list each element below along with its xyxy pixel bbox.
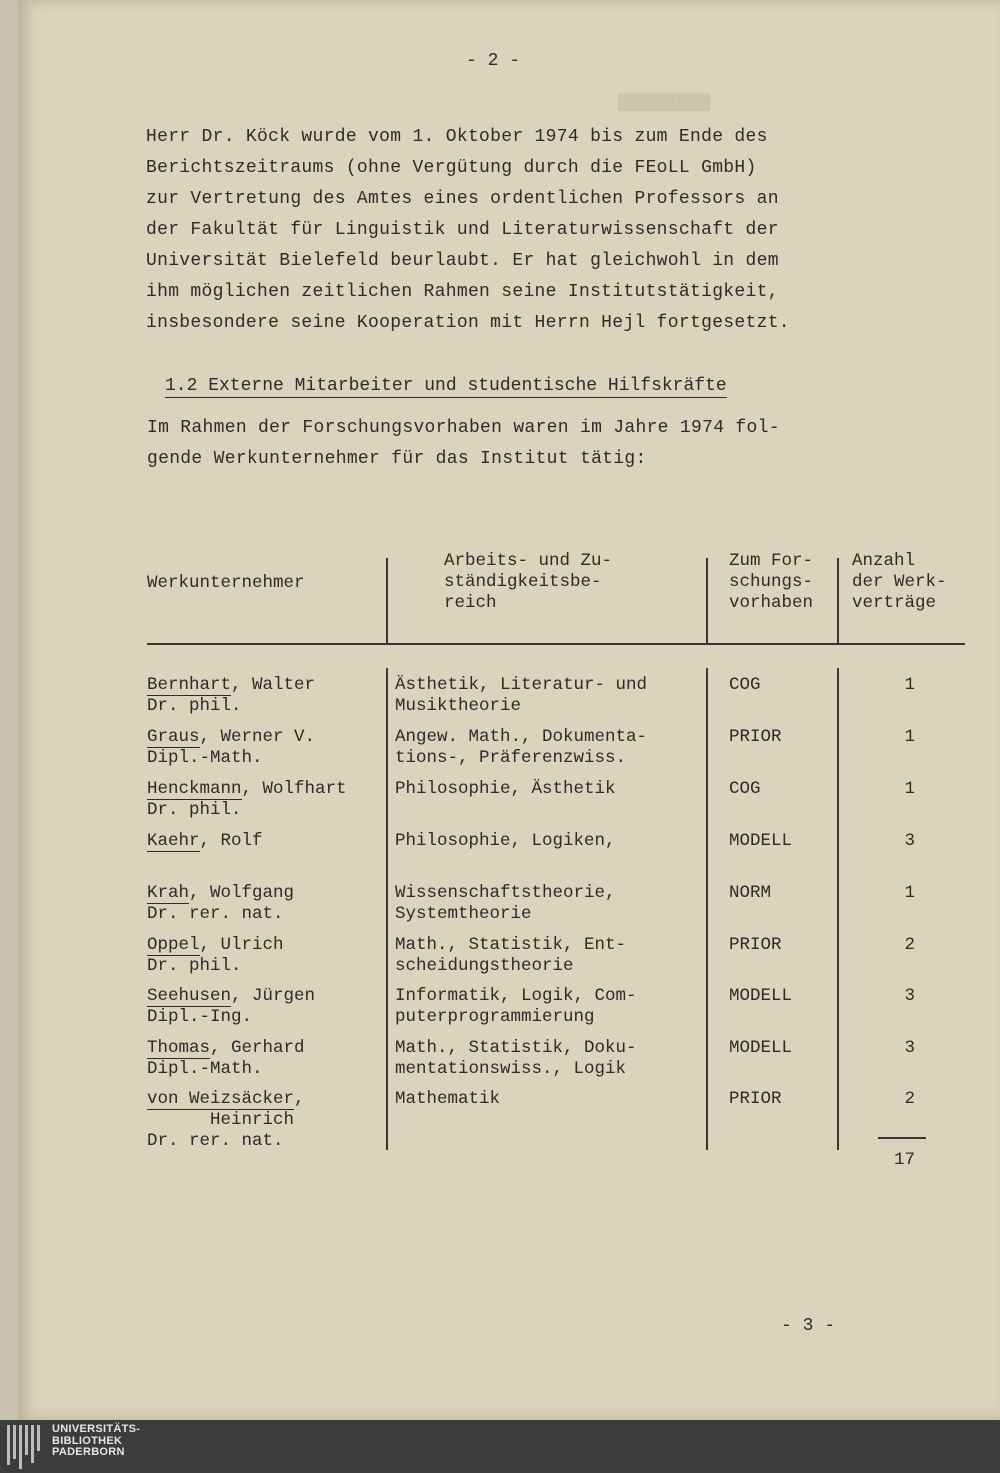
row-area: Angew. Math., Dokumenta- tions-, Präferenzwiss. [395, 727, 648, 768]
row-name [147, 1038, 305, 1059]
row-project: MODELL [729, 831, 793, 851]
section-intro-line: Im Rahmen der Forschungsvorhaben waren im Jahre 1974 fol- [147, 418, 780, 438]
library-footer [0, 1420, 1000, 1473]
row-count: 2 [904, 935, 915, 955]
row-title: Dr. phil. [147, 800, 242, 820]
section-heading [165, 375, 727, 397]
row-project: PRIOR [729, 1089, 782, 1109]
row-title: Dipl.-Math. [147, 748, 263, 768]
header-rule [147, 643, 965, 645]
row-project: MODELL [729, 986, 793, 1006]
row-count: 2 [904, 1089, 915, 1109]
row-name [147, 727, 315, 748]
row-project: NORM [729, 883, 772, 903]
page-number: - 2 - [466, 51, 521, 71]
paragraph-line: ihm möglichen zeitlichen Rahmen seine Institutstätigkeit, [146, 282, 779, 302]
row-area: Math., Statistik, Doku- mentationswiss., Logik [395, 1038, 637, 1079]
column-divider [386, 668, 388, 1150]
paragraph-line: Herr Dr. Köck wurde vom 1. Oktober 1974 bis zum Ende des [146, 127, 768, 147]
library-logo-icon [5, 1425, 45, 1469]
row-given-name: , Jürgen [231, 986, 316, 1006]
header-arbeitsbereich: Arbeits- und Zu- ständigkeitsbe- reich [444, 551, 613, 613]
total-rule [878, 1137, 926, 1139]
document-page [18, 0, 1000, 1420]
row-given-name: , Rolf [199, 831, 263, 851]
row-area: Wissenschaftstheorie, Systemtheorie [395, 883, 616, 924]
next-page-marker: - 3 - [781, 1316, 836, 1336]
column-divider [706, 668, 708, 1150]
row-area: Philosophie, Ästhetik [395, 779, 616, 799]
row-count: 1 [904, 727, 915, 747]
paragraph-line: Berichtszeitraums (ohne Vergütung durch die FEoLL GmbH) [146, 158, 757, 178]
row-name [147, 883, 294, 904]
row-surname: Henckmann [147, 779, 242, 799]
row-project: COG [729, 675, 761, 695]
row-project: COG [729, 779, 761, 799]
section-heading-text: 1.2 Externe Mitarbeiter und studentische Hilfskräfte [165, 376, 727, 396]
column-divider [386, 558, 388, 644]
row-area: Math., Statistik, Ent- scheidungstheorie [395, 935, 627, 976]
header-anzahl: Anzahl der Werk- verträge [852, 551, 947, 613]
row-count: 1 [904, 675, 915, 695]
row-given-name: , Wolfhart [241, 779, 347, 799]
row-name [147, 675, 315, 696]
paragraph-line: der Fakultät für Linguistik und Literaturwissenschaft der [146, 220, 779, 240]
row-title: Dr. phil. [147, 956, 242, 976]
row-name [147, 986, 315, 1007]
row-name [147, 1089, 305, 1110]
row-count: 3 [904, 1038, 915, 1058]
row-count: 3 [904, 831, 915, 851]
row-name [147, 935, 284, 956]
header-werkunternehmer: Werkunternehmer [147, 573, 305, 593]
row-given-name: , [294, 1089, 305, 1109]
row-surname: Kaehr [147, 831, 200, 851]
column-divider [837, 668, 839, 1150]
row-surname: Bernhart [147, 675, 232, 695]
row-project: PRIOR [729, 935, 782, 955]
row-surname: Oppel [147, 935, 200, 955]
row-title: Dipl.-Ing. [147, 1007, 253, 1027]
paragraph-line: zur Vertretung des Amtes eines ordentlichen Professors an [146, 189, 779, 209]
paragraph-line: Universität Bielefeld beurlaubt. Er hat gleichwohl in dem [146, 251, 779, 271]
row-count: 1 [904, 883, 915, 903]
row-name [147, 779, 347, 800]
row-title: Heinrich Dr. rer. nat. [147, 1110, 295, 1151]
row-area: Ästhetik, Literatur- und Musiktheorie [395, 675, 648, 716]
header-vorhaben: Zum For- schungs- vorhaben [729, 551, 814, 613]
row-surname: Krah [147, 883, 190, 903]
row-project: MODELL [729, 1038, 793, 1058]
row-surname: von Weizsäcker [147, 1089, 295, 1109]
row-surname: Graus [147, 727, 200, 747]
row-title: Dr. rer. nat. [147, 904, 284, 924]
row-project: PRIOR [729, 727, 782, 747]
row-area: Philosophie, Logiken, [395, 831, 616, 851]
row-surname: Seehusen [147, 986, 232, 1006]
row-count: 1 [904, 779, 915, 799]
row-area: Informatik, Logik, Com- puterprogrammierung [395, 986, 637, 1027]
library-logo-text: UNIVERSITÄTS- BIBLIOTHEK PADERBORN [52, 1423, 141, 1458]
column-divider [837, 558, 839, 644]
row-surname: Thomas [147, 1038, 211, 1058]
section-intro-line: gende Werkunternehmer für das Institut tätig: [147, 449, 647, 469]
row-title: Dr. phil. [147, 696, 242, 716]
row-given-name: , Werner V. [199, 727, 316, 747]
row-name [147, 831, 263, 852]
bleed-through: ▇▇▇▇▇▇▇▇▇ [618, 94, 711, 113]
row-given-name: , Walter [231, 675, 316, 695]
row-given-name: , Gerhard [210, 1038, 305, 1058]
total-count: 17 [894, 1150, 916, 1170]
paragraph-line: insbesondere seine Kooperation mit Herrn Hejl fortgesetzt. [146, 313, 790, 333]
column-divider [706, 558, 708, 644]
row-title: Dipl.-Math. [147, 1059, 263, 1079]
row-given-name: , Wolfgang [189, 883, 295, 903]
row-given-name: , Ulrich [199, 935, 284, 955]
row-count: 3 [904, 986, 915, 1006]
row-area: Mathematik [395, 1089, 501, 1109]
